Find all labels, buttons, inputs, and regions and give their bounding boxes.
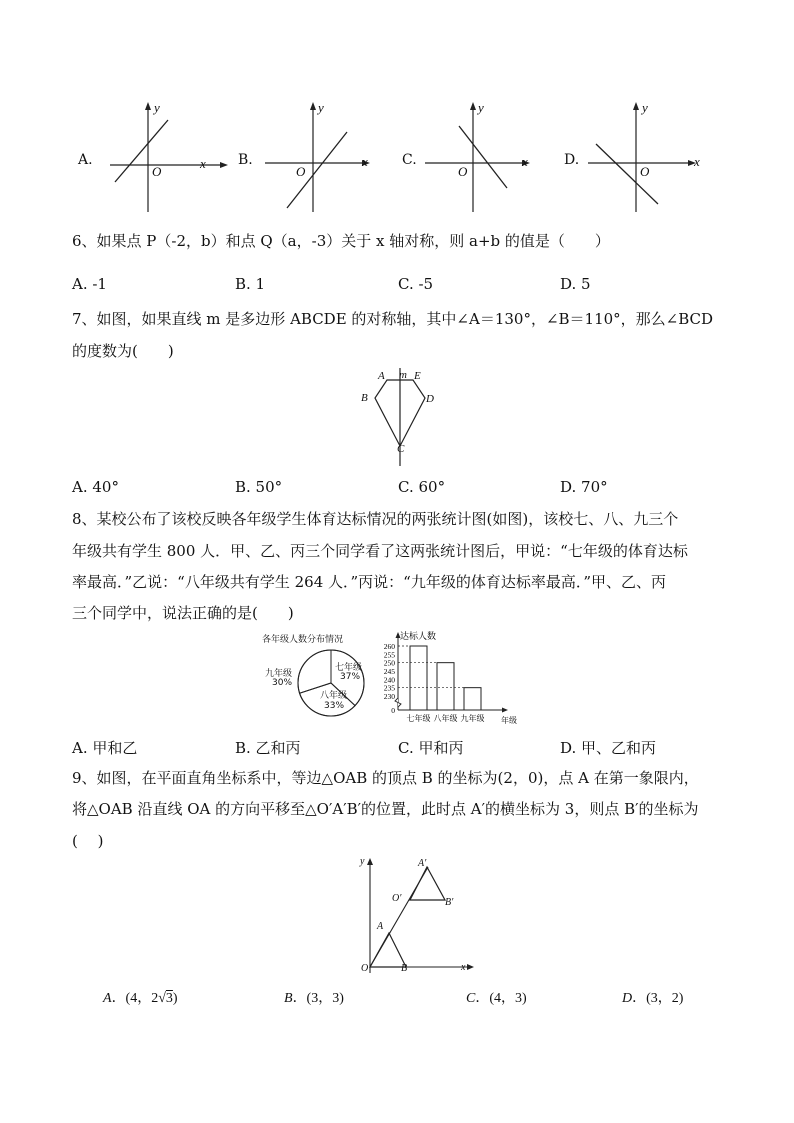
graph-c-x: x xyxy=(522,154,528,169)
graph-d-y: y xyxy=(642,100,648,115)
q6-stem: 6、如果点 P（-2，b）和点 Q（a，-3）关于 x 轴对称，则 a+b 的值是（ ） xyxy=(72,232,610,250)
bar-y-label: 达标人数 xyxy=(400,632,437,642)
q9-option-d[interactable] xyxy=(622,987,683,1007)
bar-3 xyxy=(464,688,481,710)
graph-a-origin: O xyxy=(152,164,162,179)
q9-label-a-prime: A′ xyxy=(418,858,427,869)
q8-line3: 率最高．”乙说：“八年级共有学生 264 人．”丙说：“九年级的体育达标率最高．”甲、乙、丙 xyxy=(72,573,667,591)
q8-line2: 年级共有学生 800 人．甲、乙、丙三个同学看了这两张统计图后，甲说：“七年级的体育达标 xyxy=(72,542,688,560)
bar-axis-break xyxy=(395,698,401,707)
graph-option-a-letter: A. xyxy=(78,152,93,168)
q7-option-d[interactable]: D. 70° xyxy=(560,478,608,496)
bar-y-tick-label: 250 xyxy=(383,658,395,668)
bar-y-tick-label: 235 xyxy=(383,683,395,693)
q7-option-a[interactable]: A. 40° xyxy=(72,478,119,496)
q9-option-b-text: ．(3，3) xyxy=(292,991,344,1006)
q7-option-c[interactable]: C. 60° xyxy=(398,478,446,496)
bar-x-axis-arrow xyxy=(502,708,508,713)
q8-option-c[interactable]: C. 甲和丙 xyxy=(398,739,464,757)
bar-y-tick-label: 0 xyxy=(391,706,395,715)
bar-y-tick-label: 255 xyxy=(383,650,395,660)
graph-b-x: x xyxy=(362,154,368,169)
q9-label-y: y xyxy=(360,856,365,867)
bar-category-label: 七年级 xyxy=(406,714,431,723)
q9-option-a-letter: A xyxy=(103,991,112,1006)
bar-1 xyxy=(410,646,427,710)
bar-y-tick-label: 230 xyxy=(383,692,395,701)
graph-c-origin: O xyxy=(458,164,468,179)
q9-label-x: x xyxy=(461,962,466,973)
q6-option-a[interactable]: A. -1 xyxy=(72,275,107,293)
graph-b-origin: O xyxy=(296,164,306,179)
q9-option-b-letter: B xyxy=(284,991,293,1006)
q6-option-b[interactable]: B. 1 xyxy=(235,275,266,293)
graph-option-b-letter: B. xyxy=(238,152,253,168)
q8-pie-slice-pct-eighth: 33% xyxy=(324,701,345,711)
q9-label-b-prime: B′ xyxy=(445,897,454,908)
q7-stem-line2: 的度数为( ) xyxy=(72,342,174,360)
graph-d-x: x xyxy=(694,154,700,169)
graph-d-origin: O xyxy=(640,164,650,179)
q9-figure xyxy=(355,855,475,977)
q7-stem-line1: 7、如图，如果直线 m 是多边形 ABCDE 的对称轴，其中∠A＝130°，∠B＝110°，那么∠BCD xyxy=(72,310,714,328)
bar-x-label: 年级 xyxy=(501,716,517,725)
q7-label-d: D xyxy=(426,393,434,405)
q8-bar-svg xyxy=(370,630,530,725)
q8-line4: 三个同学中，说法正确的是( ) xyxy=(72,604,294,622)
bar-2 xyxy=(437,663,454,710)
q8-option-b[interactable]: B. 乙和丙 xyxy=(235,739,301,757)
q9-option-a[interactable] xyxy=(103,987,178,1007)
graph-a-x: x xyxy=(200,156,206,171)
q9-option-c[interactable] xyxy=(466,987,527,1007)
q9-label-a: A xyxy=(377,921,384,932)
q8-option-d[interactable]: D. 甲、乙和丙 xyxy=(560,739,657,757)
q8-option-a[interactable]: A. 甲和乙 xyxy=(72,739,138,757)
graph-options-row xyxy=(70,100,710,215)
q9-line2: 将△OAB 沿直线 OA 的方向平移至△O′A′B′的位置，此时点 A′的横坐标为 3，则点 B′的坐标为 xyxy=(72,800,699,818)
q6-option-c[interactable]: C. -5 xyxy=(398,275,434,293)
q9-option-b[interactable] xyxy=(284,987,344,1007)
q7-label-c: C xyxy=(397,443,405,455)
q9-label-o-prime: O′ xyxy=(392,893,402,904)
graph-c-y: y xyxy=(478,100,484,115)
q9-option-a-radicand: 3 xyxy=(165,991,173,1006)
graph-b-y: y xyxy=(318,100,324,115)
q8-bar-chart xyxy=(370,630,530,725)
q8-pie-title: 各年级人数分布情况 xyxy=(262,635,344,645)
q9-option-c-text: ．(4，3) xyxy=(475,991,527,1006)
q9-option-a-text: ．(4，2 xyxy=(111,991,159,1006)
q8-pie-slice-pct-ninth: 30% xyxy=(272,678,293,688)
q9-line3: ( ) xyxy=(72,832,104,850)
q8-pie-chart xyxy=(262,632,382,717)
q7-label-m: m xyxy=(399,369,407,381)
q7-label-b: B xyxy=(361,392,368,404)
q6-option-d[interactable]: D. 5 xyxy=(560,275,591,293)
q9-option-d-text: ．(3，2) xyxy=(632,991,684,1006)
q9-option-a-close: ) xyxy=(172,991,178,1006)
bar-category-label: 九年级 xyxy=(460,714,485,723)
bar-y-tick-label: 260 xyxy=(383,642,395,651)
graph-option-c-letter: C. xyxy=(402,152,417,168)
q7-option-b[interactable]: B. 50° xyxy=(235,478,283,496)
q8-pie-slice-label-ninth: 九年级 xyxy=(265,669,293,679)
q7-label-e: E xyxy=(414,370,421,382)
q8-pie-slice-label-eighth: 八年级 xyxy=(320,691,348,701)
graph-a xyxy=(110,100,230,215)
pie-slice-ninth xyxy=(298,650,331,693)
graph-option-d-letter: D. xyxy=(564,152,580,168)
q9-label-o: O xyxy=(361,963,369,974)
sqrt-icon: √ xyxy=(158,991,166,1006)
q9-label-b: B xyxy=(401,963,408,974)
q8-pie-slice-label-seventh: 七年级 xyxy=(335,663,363,673)
q9-option-d-letter: D xyxy=(622,991,633,1006)
q9-line1: 9、如图，在平面直角坐标系中，等边△OAB 的顶点 B 的坐标为(2，0)，点 A 在第一象限内， xyxy=(72,769,699,787)
q8-line1: 8、某校公布了该校反映各年级学生体育达标情况的两张统计图(如图)，该校七、八、九三个 xyxy=(72,510,679,528)
graph-a-y: y xyxy=(154,100,160,115)
q7-label-a: A xyxy=(378,370,385,382)
bar-y-tick-label: 245 xyxy=(383,667,395,676)
bar-y-tick-label: 240 xyxy=(383,675,395,685)
bar-category-label: 八年级 xyxy=(433,714,458,723)
q9-option-c-letter: C xyxy=(466,991,476,1006)
q8-pie-slice-pct-seventh: 37% xyxy=(340,672,361,682)
